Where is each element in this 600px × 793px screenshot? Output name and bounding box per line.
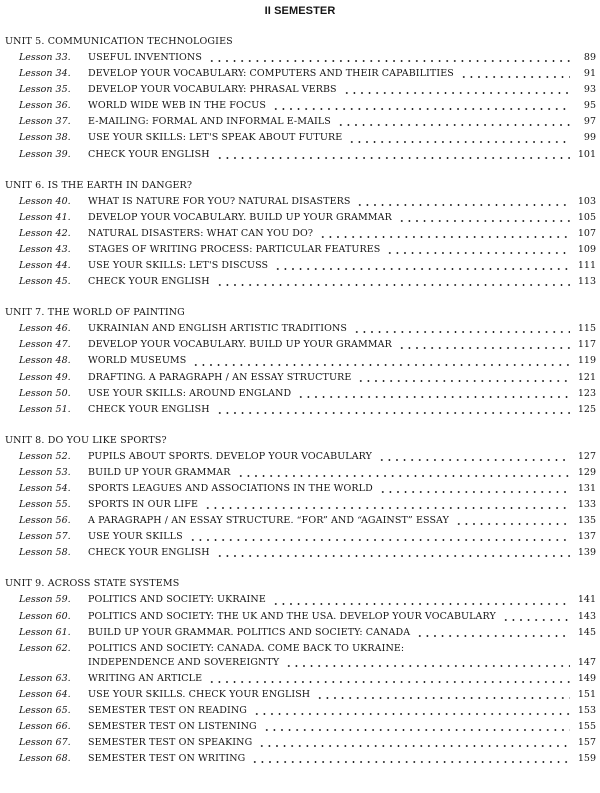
dot-leader — [0, 370, 600, 386]
page-number: 105 — [577, 211, 596, 223]
dot-leader — [0, 481, 600, 497]
unit-title: UNIT 7. THE WORLD OF PAINTING — [5, 307, 185, 319]
page-number: 109 — [577, 243, 596, 255]
toc-entry[interactable] — [0, 513, 600, 529]
unit-title: UNIT 9. ACROSS STATE SYSTEMS — [5, 578, 180, 590]
page-number: 137 — [577, 531, 596, 543]
toc-entry[interactable] — [0, 625, 600, 641]
lesson-number: Lesson 52. — [19, 450, 71, 462]
toc-entry[interactable] — [0, 321, 600, 337]
lesson-title: WHAT IS NATURE FOR YOU? NATURAL DISASTERS — [88, 195, 351, 207]
lesson-number: Lesson 54. — [19, 482, 71, 494]
lesson-title-line: INDEPENDENCE AND SOVEREIGNTY — [88, 656, 280, 668]
dot-leader — [0, 386, 600, 402]
lesson-title: DEVELOP YOUR VOCABULARY. BUILD UP YOUR GRAMMAR — [88, 339, 392, 351]
lesson-title: DEVELOP YOUR VOCABULARY. BUILD UP YOUR GRAMMAR — [88, 211, 392, 223]
lesson-title: USE YOUR SKILLS. CHECK YOUR ENGLISH — [88, 688, 311, 700]
dot-leader — [0, 258, 600, 274]
toc-entry[interactable] — [0, 529, 600, 545]
lesson-title: POLITICS AND SOCIETY: UKRAINE — [88, 594, 266, 606]
page-number: 149 — [577, 672, 596, 684]
unit-section — [0, 305, 600, 418]
unit-section — [0, 433, 600, 562]
lesson-title: CHECK YOUR ENGLISH — [88, 148, 210, 160]
unit-title: UNIT 6. IS THE EARTH IN DANGER? — [5, 179, 193, 191]
unit-section — [0, 576, 600, 767]
dot-leader — [0, 751, 600, 767]
page-title: II SEMESTER — [264, 5, 336, 17]
lesson-number: Lesson 57. — [19, 531, 71, 543]
dot-leader — [0, 114, 600, 130]
lesson-number: Lesson 62. — [19, 642, 71, 654]
lesson-title: E-MAILING: FORMAL AND INFORMAL E-MAILS — [88, 116, 331, 128]
toc-entry[interactable] — [0, 481, 600, 497]
dot-leader — [0, 337, 600, 353]
toc-entry[interactable] — [0, 735, 600, 751]
dot-leader — [0, 529, 600, 545]
lesson-title: NATURAL DISASTERS: WHAT CAN YOU DO? — [88, 227, 314, 239]
lesson-number: Lesson 53. — [19, 466, 71, 478]
lesson-list — [0, 592, 600, 767]
dot-leader — [0, 609, 600, 625]
page-number: 121 — [577, 371, 596, 383]
dot-leader — [0, 641, 600, 671]
dot-leader — [0, 130, 600, 146]
lesson-number: Lesson 49. — [19, 371, 71, 383]
lesson-title: BUILD UP YOUR GRAMMAR — [88, 466, 231, 478]
lesson-title: UKRAINIAN AND ENGLISH ARTISTIC TRADITIONS — [88, 323, 347, 335]
page-number: 131 — [577, 482, 596, 494]
lesson-number: Lesson 36. — [19, 100, 71, 112]
toc-entry[interactable] — [0, 82, 600, 98]
lesson-title: BUILD UP YOUR GRAMMAR. POLITICS AND SOCIETY: CANADA — [88, 626, 411, 638]
lesson-number: Lesson 48. — [19, 355, 71, 367]
unit-section — [0, 178, 600, 291]
toc-entry[interactable] — [0, 402, 600, 418]
page-number: 113 — [577, 276, 596, 288]
lesson-number: Lesson 64. — [19, 688, 71, 700]
dot-leader — [0, 465, 600, 481]
lesson-title: STAGES OF WRITING PROCESS: PARTICULAR FEATURES — [88, 243, 381, 255]
dot-leader — [0, 50, 600, 66]
page-number: 115 — [577, 323, 596, 335]
lesson-title: USE YOUR SKILLS: LET'S SPEAK ABOUT FUTURE — [88, 132, 343, 144]
toc-entry[interactable] — [0, 210, 600, 226]
page-number: 111 — [577, 260, 596, 272]
page-number: 117 — [577, 339, 596, 351]
lesson-title: SPORTS IN OUR LIFE — [88, 499, 198, 511]
toc-entry[interactable] — [0, 703, 600, 719]
unit-title: UNIT 5. COMMUNICATION TECHNOLOGIES — [5, 36, 233, 47]
lesson-title: SEMESTER TEST ON LISTENING — [88, 721, 257, 732]
lesson-title-line: POLITICS AND SOCIETY: CANADA. COME BACK TO UKRAINE: — [88, 642, 405, 654]
toc-entry[interactable] — [0, 130, 600, 146]
toc-entry[interactable] — [0, 337, 600, 353]
lesson-number: Lesson 40. — [19, 195, 71, 207]
page-number: 135 — [577, 515, 596, 527]
page-number: 157 — [577, 737, 596, 749]
lesson-number: Lesson 66. — [19, 721, 71, 732]
page-number: 107 — [577, 227, 596, 239]
dot-leader — [0, 98, 600, 114]
page-number: 123 — [577, 387, 596, 399]
table-of-contents — [0, 34, 600, 782]
toc-entry[interactable] — [0, 242, 600, 258]
unit-section — [0, 34, 600, 163]
lesson-number: Lesson 58. — [19, 547, 71, 559]
lesson-number: Lesson 63. — [19, 672, 71, 684]
toc-entry[interactable] — [0, 751, 600, 767]
toc-entry[interactable] — [0, 114, 600, 130]
toc-entry[interactable] — [0, 353, 600, 369]
lesson-title: SEMESTER TEST ON READING — [88, 704, 247, 716]
page-number: 127 — [577, 450, 596, 462]
toc-entry[interactable] — [0, 465, 600, 481]
page-number: 129 — [577, 466, 596, 478]
dot-leader — [0, 274, 600, 290]
lesson-number: Lesson 51. — [19, 403, 71, 415]
page-number: 91 — [583, 68, 596, 80]
dot-leader — [0, 321, 600, 337]
toc-entry[interactable] — [0, 66, 600, 82]
dot-leader — [0, 545, 600, 561]
lesson-title: DRAFTING. A PARAGRAPH / AN ESSAY STRUCTURE — [88, 371, 352, 383]
lesson-title: WRITING AN ARTICLE — [88, 672, 203, 684]
dot-leader — [0, 719, 600, 735]
lesson-title: DEVELOP YOUR VOCABULARY: PHRASAL VERBS — [88, 84, 337, 96]
page-number: 151 — [577, 688, 596, 700]
lesson-number: Lesson 67. — [19, 737, 71, 749]
page-number: 119 — [577, 355, 596, 367]
dot-leader — [0, 592, 600, 608]
toc-entry[interactable] — [0, 687, 600, 703]
page-number: 141 — [577, 594, 596, 606]
lesson-number: Lesson 56. — [19, 515, 71, 527]
lesson-number: Lesson 33. — [19, 52, 71, 63]
dot-leader — [0, 735, 600, 751]
page-number: 93 — [583, 84, 596, 96]
lesson-number: Lesson 55. — [19, 499, 71, 511]
page-number: 103 — [577, 195, 596, 207]
lesson-number: Lesson 38. — [19, 132, 71, 144]
lesson-number: Lesson 50. — [19, 387, 71, 399]
toc-entry[interactable] — [0, 226, 600, 242]
lesson-title: SEMESTER TEST ON SPEAKING — [88, 737, 253, 749]
lesson-number: Lesson 47. — [19, 339, 71, 351]
lesson-number: Lesson 46. — [19, 323, 71, 335]
dot-leader — [0, 210, 600, 226]
lesson-title: SPORTS LEAGUES AND ASSOCIATIONS IN THE WORLD — [88, 482, 373, 494]
toc-entry[interactable] — [0, 274, 600, 290]
page-number: 159 — [577, 753, 596, 765]
dot-leader — [0, 147, 600, 163]
dot-leader — [0, 513, 600, 529]
lesson-number: Lesson 37. — [19, 116, 71, 128]
toc-entry[interactable] — [0, 545, 600, 561]
lesson-title: CHECK YOUR ENGLISH — [88, 403, 210, 415]
dot-leader — [0, 194, 600, 210]
lesson-number: Lesson 43. — [19, 243, 71, 255]
lesson-number: Lesson 41. — [19, 211, 71, 223]
toc-entry[interactable] — [0, 592, 600, 608]
dot-leader — [0, 402, 600, 418]
toc-entry[interactable] — [0, 497, 600, 513]
page-number: 89 — [583, 52, 596, 63]
lesson-list — [0, 449, 600, 562]
toc-entry[interactable] — [0, 609, 600, 625]
toc-entry[interactable] — [0, 641, 600, 671]
dot-leader — [0, 687, 600, 703]
page-number: 133 — [577, 499, 596, 511]
toc-entry[interactable] — [0, 50, 600, 66]
lesson-title: USE YOUR SKILLS: LET'S DISCUSS — [88, 260, 269, 272]
dot-leader — [0, 703, 600, 719]
toc-entry[interactable] — [0, 386, 600, 402]
toc-entry[interactable] — [0, 671, 600, 687]
lesson-number: Lesson 35. — [19, 84, 71, 96]
lesson-title: USE YOUR SKILLS: AROUND ENGLAND — [88, 387, 292, 399]
page-number: 155 — [577, 721, 596, 732]
lesson-title: PUPILS ABOUT SPORTS. DEVELOP YOUR VOCABULARY — [88, 450, 372, 462]
lesson-number: Lesson 65. — [19, 704, 71, 716]
toc-entry[interactable] — [0, 258, 600, 274]
lesson-title: POLITICS AND SOCIETY: THE UK AND THE USA. DEVELOP YOUR VOCABULARY — [88, 610, 496, 622]
lesson-number: Lesson 68. — [19, 753, 71, 765]
dot-leader — [0, 449, 600, 465]
lesson-number: Lesson 39. — [19, 148, 71, 160]
page-number: 145 — [577, 626, 596, 638]
lesson-title: WORLD WIDE WEB IN THE FOCUS — [88, 100, 266, 112]
lesson-title: SEMESTER TEST ON WRITING — [88, 753, 246, 765]
page-number: 143 — [577, 610, 596, 622]
dot-leader — [0, 82, 600, 98]
lesson-number: Lesson 61. — [19, 626, 71, 638]
lesson-title: CHECK YOUR ENGLISH — [88, 547, 210, 559]
lesson-number: Lesson 45. — [19, 276, 71, 288]
dot-leader — [0, 66, 600, 82]
lesson-title: USEFUL INVENTIONS — [88, 52, 202, 63]
lesson-list — [0, 194, 600, 291]
page-number: 97 — [583, 116, 596, 128]
lesson-number: Lesson 44. — [19, 260, 71, 272]
toc-entry[interactable] — [0, 194, 600, 210]
lesson-title: DEVELOP YOUR VOCABULARY: COMPUTERS AND THEIR CAPABILITIES — [88, 68, 454, 80]
lesson-number: Lesson 60. — [19, 610, 71, 622]
dot-leader — [0, 625, 600, 641]
dot-leader — [0, 353, 600, 369]
lesson-number: Lesson 42. — [19, 227, 71, 239]
toc-entry[interactable] — [0, 370, 600, 386]
toc-entry[interactable] — [0, 449, 600, 465]
lesson-number: Lesson 34. — [19, 68, 71, 80]
toc-entry[interactable] — [0, 719, 600, 735]
lesson-number: Lesson 59. — [19, 594, 71, 606]
page-number: 99 — [583, 132, 596, 144]
lesson-title: A PARAGRAPH / AN ESSAY STRUCTURE. “FOR” AND “AGAINST” ESSAY — [88, 515, 449, 527]
page-number: 95 — [583, 100, 596, 112]
toc-entry[interactable] — [0, 147, 600, 163]
unit-title: UNIT 8. DO YOU LIKE SPORTS? — [5, 434, 167, 446]
page-number: 139 — [577, 547, 596, 559]
toc-entry[interactable] — [0, 98, 600, 114]
lesson-list — [0, 321, 600, 418]
dot-leader — [0, 226, 600, 242]
page-number: 125 — [577, 403, 596, 415]
page-number: 101 — [577, 148, 596, 160]
lesson-title: USE YOUR SKILLS — [88, 531, 183, 543]
page-number: 153 — [577, 704, 596, 716]
dot-leader — [0, 671, 600, 687]
lesson-list — [0, 50, 600, 163]
page-number: 147 — [577, 656, 596, 668]
dot-leader — [0, 242, 600, 258]
lesson-title: CHECK YOUR ENGLISH — [88, 276, 210, 288]
lesson-title: WORLD MUSEUMS — [88, 355, 187, 367]
dot-leader — [0, 497, 600, 513]
